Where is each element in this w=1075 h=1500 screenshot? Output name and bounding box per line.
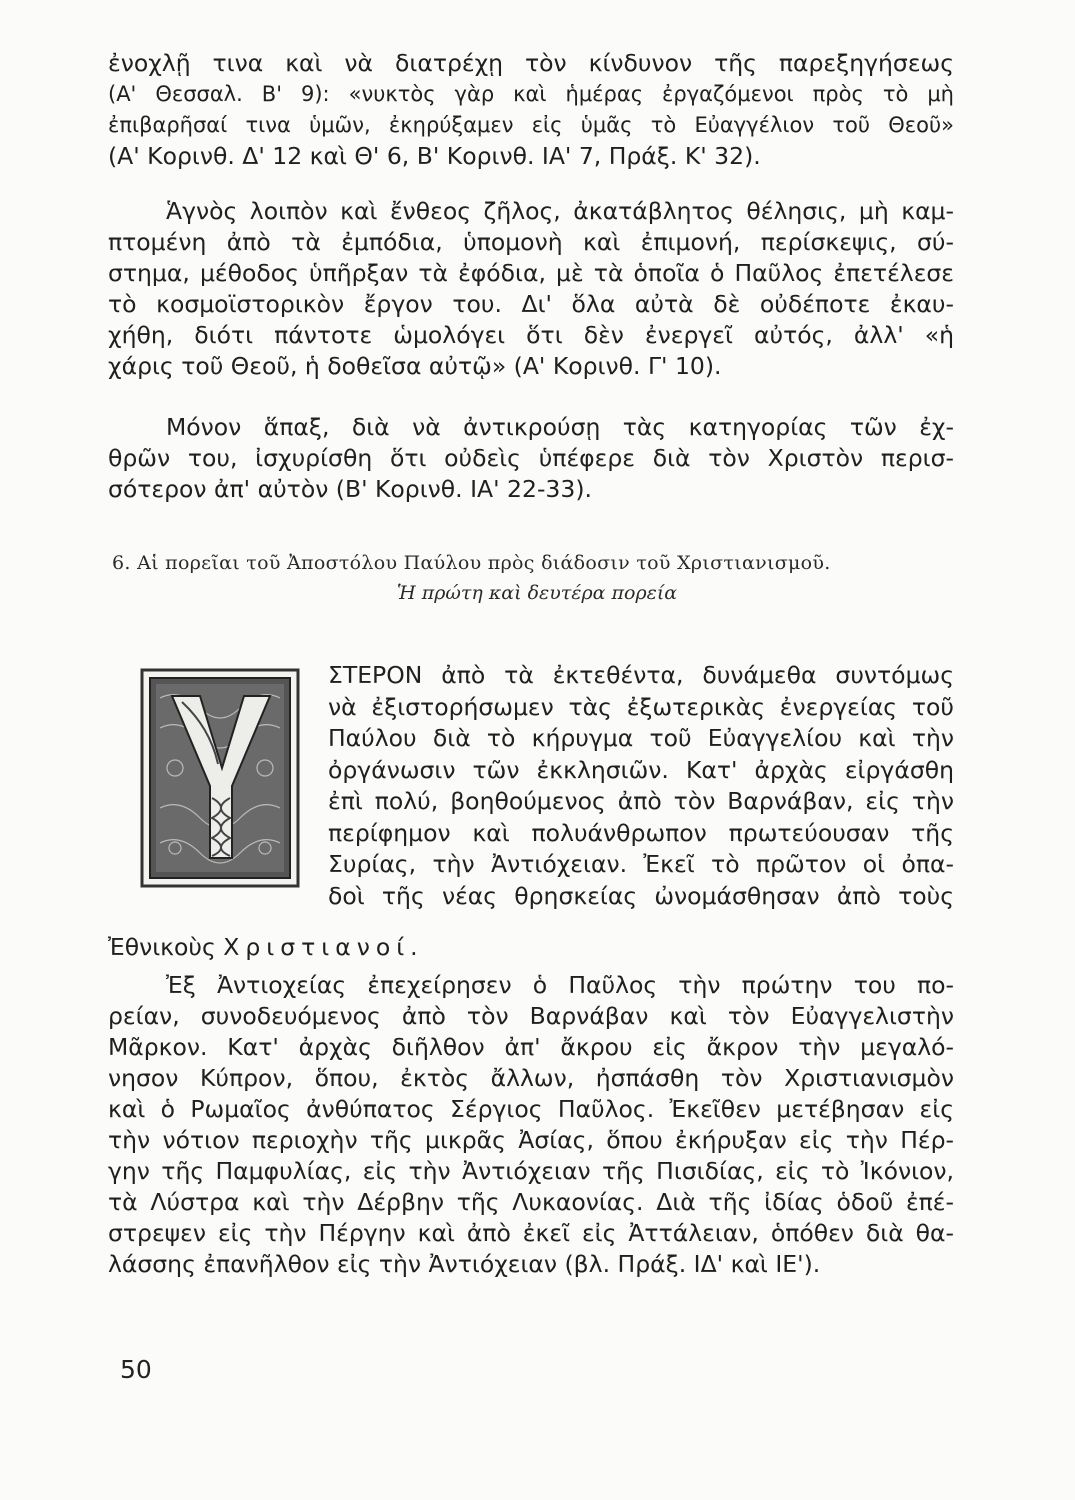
text-line: νὰ ἐξιστορήσωμεν τὰς ἐξωτερικὰς ἐνεργείας τοῦ bbox=[328, 692, 954, 721]
text-word: Ἐθνικοὺς bbox=[108, 933, 216, 961]
text-line: Μᾶρκον. Κατ' ἀρχὰς διῆλθον ἀπ' ἄκρου εἰς ἄκρον τὴν μεγαλό- bbox=[108, 1033, 954, 1061]
top-paragraph bbox=[108, 48, 954, 172]
text-line: ρείαν, συνοδευόμενος ἀπὸ τὸν Βαρνάβαν καὶ τὸν Εὐαγγελιστὴν bbox=[108, 1002, 954, 1030]
text-line: ὀργάνωσιν τῶν ἐκκλησιῶν. Κατ' ἀρχὰς εἰργάσθη bbox=[328, 755, 954, 784]
text-line: χήθη, διότι πάντοτε ὡμολόγει ὅτι δὲν ἐνεργεῖ αὐτός, ἀλλ' «ἡ bbox=[108, 321, 954, 349]
text-line: καὶ ὁ Ρωμαῖος ἀνθύπατος Σέργιος Παῦλος. Ἐκεῖθεν μετέβησαν εἰς bbox=[108, 1095, 954, 1123]
section-title: 6. Αἱ πορεῖαι τοῦ Ἀποστόλου Παύλου πρὸς διάδοσιν τοῦ Χριστιανισμοῦ. bbox=[112, 552, 831, 574]
text-line: χάρις τοῦ Θεοῦ, ἡ δοθεῖσα αὐτῷ» (Α' Κορινθ. Γ' 10). bbox=[108, 352, 722, 380]
third-paragraph bbox=[108, 412, 954, 505]
text-line: τὰ Λύστρα καὶ τὴν Δέρβην τῆς Λυκαονίας. Διὰ τῆς ἰδίας ὁδοῦ ἐπέ- bbox=[108, 1188, 954, 1216]
text-line: λάσσης ἐπανῆλθον εἰς τὴν Ἀντιόχειαν (βλ. Πράξ. ΙΔ' καὶ ΙΕ'). bbox=[108, 1250, 821, 1278]
text-line: νησον Κύπρον, ὅπου, ἐκτὸς ἄλλων, ἠσπάσθη τὸν Χριστιανισμὸν bbox=[108, 1064, 954, 1092]
emphasized-word: Χριστιανοί. bbox=[223, 933, 424, 961]
text-line: τὴν νότιον περιοχὴν τῆς μικρᾶς Ἀσίας, ὅπου ἐκήρυξαν εἰς τὴν Πέρ- bbox=[108, 1126, 954, 1154]
text-line: (Α' Κορινθ. Δ' 12 καὶ Θ' 6, Β' Κορινθ. ΙΑ' 7, Πράξ. Κ' 32). bbox=[108, 142, 761, 170]
text-line: πτομένη ἀπὸ τὰ ἐμπόδια, ὑπομονὴ καὶ ἐπιμονή, περίσκεψις, σύ- bbox=[108, 228, 954, 256]
text-line: (Α' Θεσσαλ. Β' 9): «νυκτὸς γὰρ καὶ ἡμέρας ἐργαζόμενοι πρὸς τὸ μὴ bbox=[108, 82, 954, 106]
text-line: Παύλου διὰ τὸ κήρυγμα τοῦ Εὐαγγελίου καὶ τὴν bbox=[328, 724, 954, 752]
text-line: Ἁγνὸς λοιπὸν καὶ ἔνθεος ζῆλος, ἀκατάβλητος θέλησις, μὴ καμ- bbox=[166, 197, 954, 225]
last-paragraph bbox=[108, 970, 954, 1280]
text-line: γην τῆς Παμφυλίας, εἰς τὴν Ἀντιόχειαν τῆς Πισιδίας, εἰς τὸ Ἰκόνιον, bbox=[108, 1157, 954, 1185]
text-line bbox=[108, 932, 954, 963]
intro-paragraph-end bbox=[108, 932, 954, 963]
text-line: θρῶν του, ἰσχυρίσθη ὅτι οὐδεὶς ὑπέφερε διὰ τὸν Χριστὸν περισ- bbox=[108, 444, 954, 472]
text-line: σότερον ἀπ' αὐτὸν (Β' Κορινθ. ΙΑ' 22-33). bbox=[108, 475, 592, 503]
text-line: τὸ κοσμοϊστορικὸν ἔργον του. Δι' ὅλα αὐτὰ δὲ οὐδέποτε ἐκαυ- bbox=[108, 290, 954, 318]
text-line: ΣΤΕΡΟΝ ἀπὸ τὰ ἐκτεθέντα, δυνάμεθα συντόμως bbox=[328, 661, 954, 689]
text-line: ἐπὶ πολύ, βοηθούμενος ἀπὸ τὸν Βαρνάβαν, εἰς τὴν bbox=[328, 787, 954, 815]
text-line: περίφημον καὶ πολυάνθρωπον πρωτεύουσαν τῆς bbox=[328, 818, 954, 847]
ornamental-dropcap bbox=[140, 668, 300, 888]
dropcap-letter: Υ bbox=[220, 880, 221, 881]
intro-paragraph bbox=[328, 660, 954, 912]
text-line: δοὶ τῆς νέας θρησκείας ὠνομάσθησαν ἀπὸ τοὺς bbox=[328, 881, 954, 910]
text-line: Μόνον ἅπαξ, διὰ νὰ ἀντικρούσῃ τὰς κατηγορίας τῶν ἐχ- bbox=[166, 413, 954, 441]
text-line: Ἐξ Ἀντιοχείας ἐπεχείρησεν ὁ Παῦλος τὴν πρώτην του πο- bbox=[166, 971, 954, 999]
text-line: στημα, μέθοδος ὑπῆρξαν τὰ ἐφόδια, μὲ τὰ ὁποῖα ὁ Παῦλος ἐπετέλεσε bbox=[108, 259, 954, 287]
page-number: 50 bbox=[120, 1355, 152, 1384]
text-line: ἐνοχλῇ τινα καὶ νὰ διατρέχῃ τὸν κίνδυνον τῆς παρεξηγήσεως bbox=[108, 49, 954, 77]
section-subtitle: Ἡ πρώτη καὶ δευτέρα πορεία bbox=[396, 582, 678, 604]
second-paragraph bbox=[108, 196, 954, 382]
text-line: ἐπιβαρῆσαί τινα ὑμῶν, ἐκηρύξαμεν εἰς ὑμᾶς τὸ Εὐαγγέλιον τοῦ Θεοῦ» bbox=[108, 113, 954, 137]
text-line: Συρίας, τὴν Ἀντιόχειαν. Ἐκεῖ τὸ πρῶτον οἱ ὀπα- bbox=[328, 850, 954, 878]
section-heading bbox=[112, 548, 952, 608]
text-line: στρεψεν εἰς τὴν Πέργην καὶ ἀπὸ ἐκεῖ εἰς Ἀττάλειαν, ὁπόθεν διὰ θα- bbox=[108, 1219, 954, 1247]
